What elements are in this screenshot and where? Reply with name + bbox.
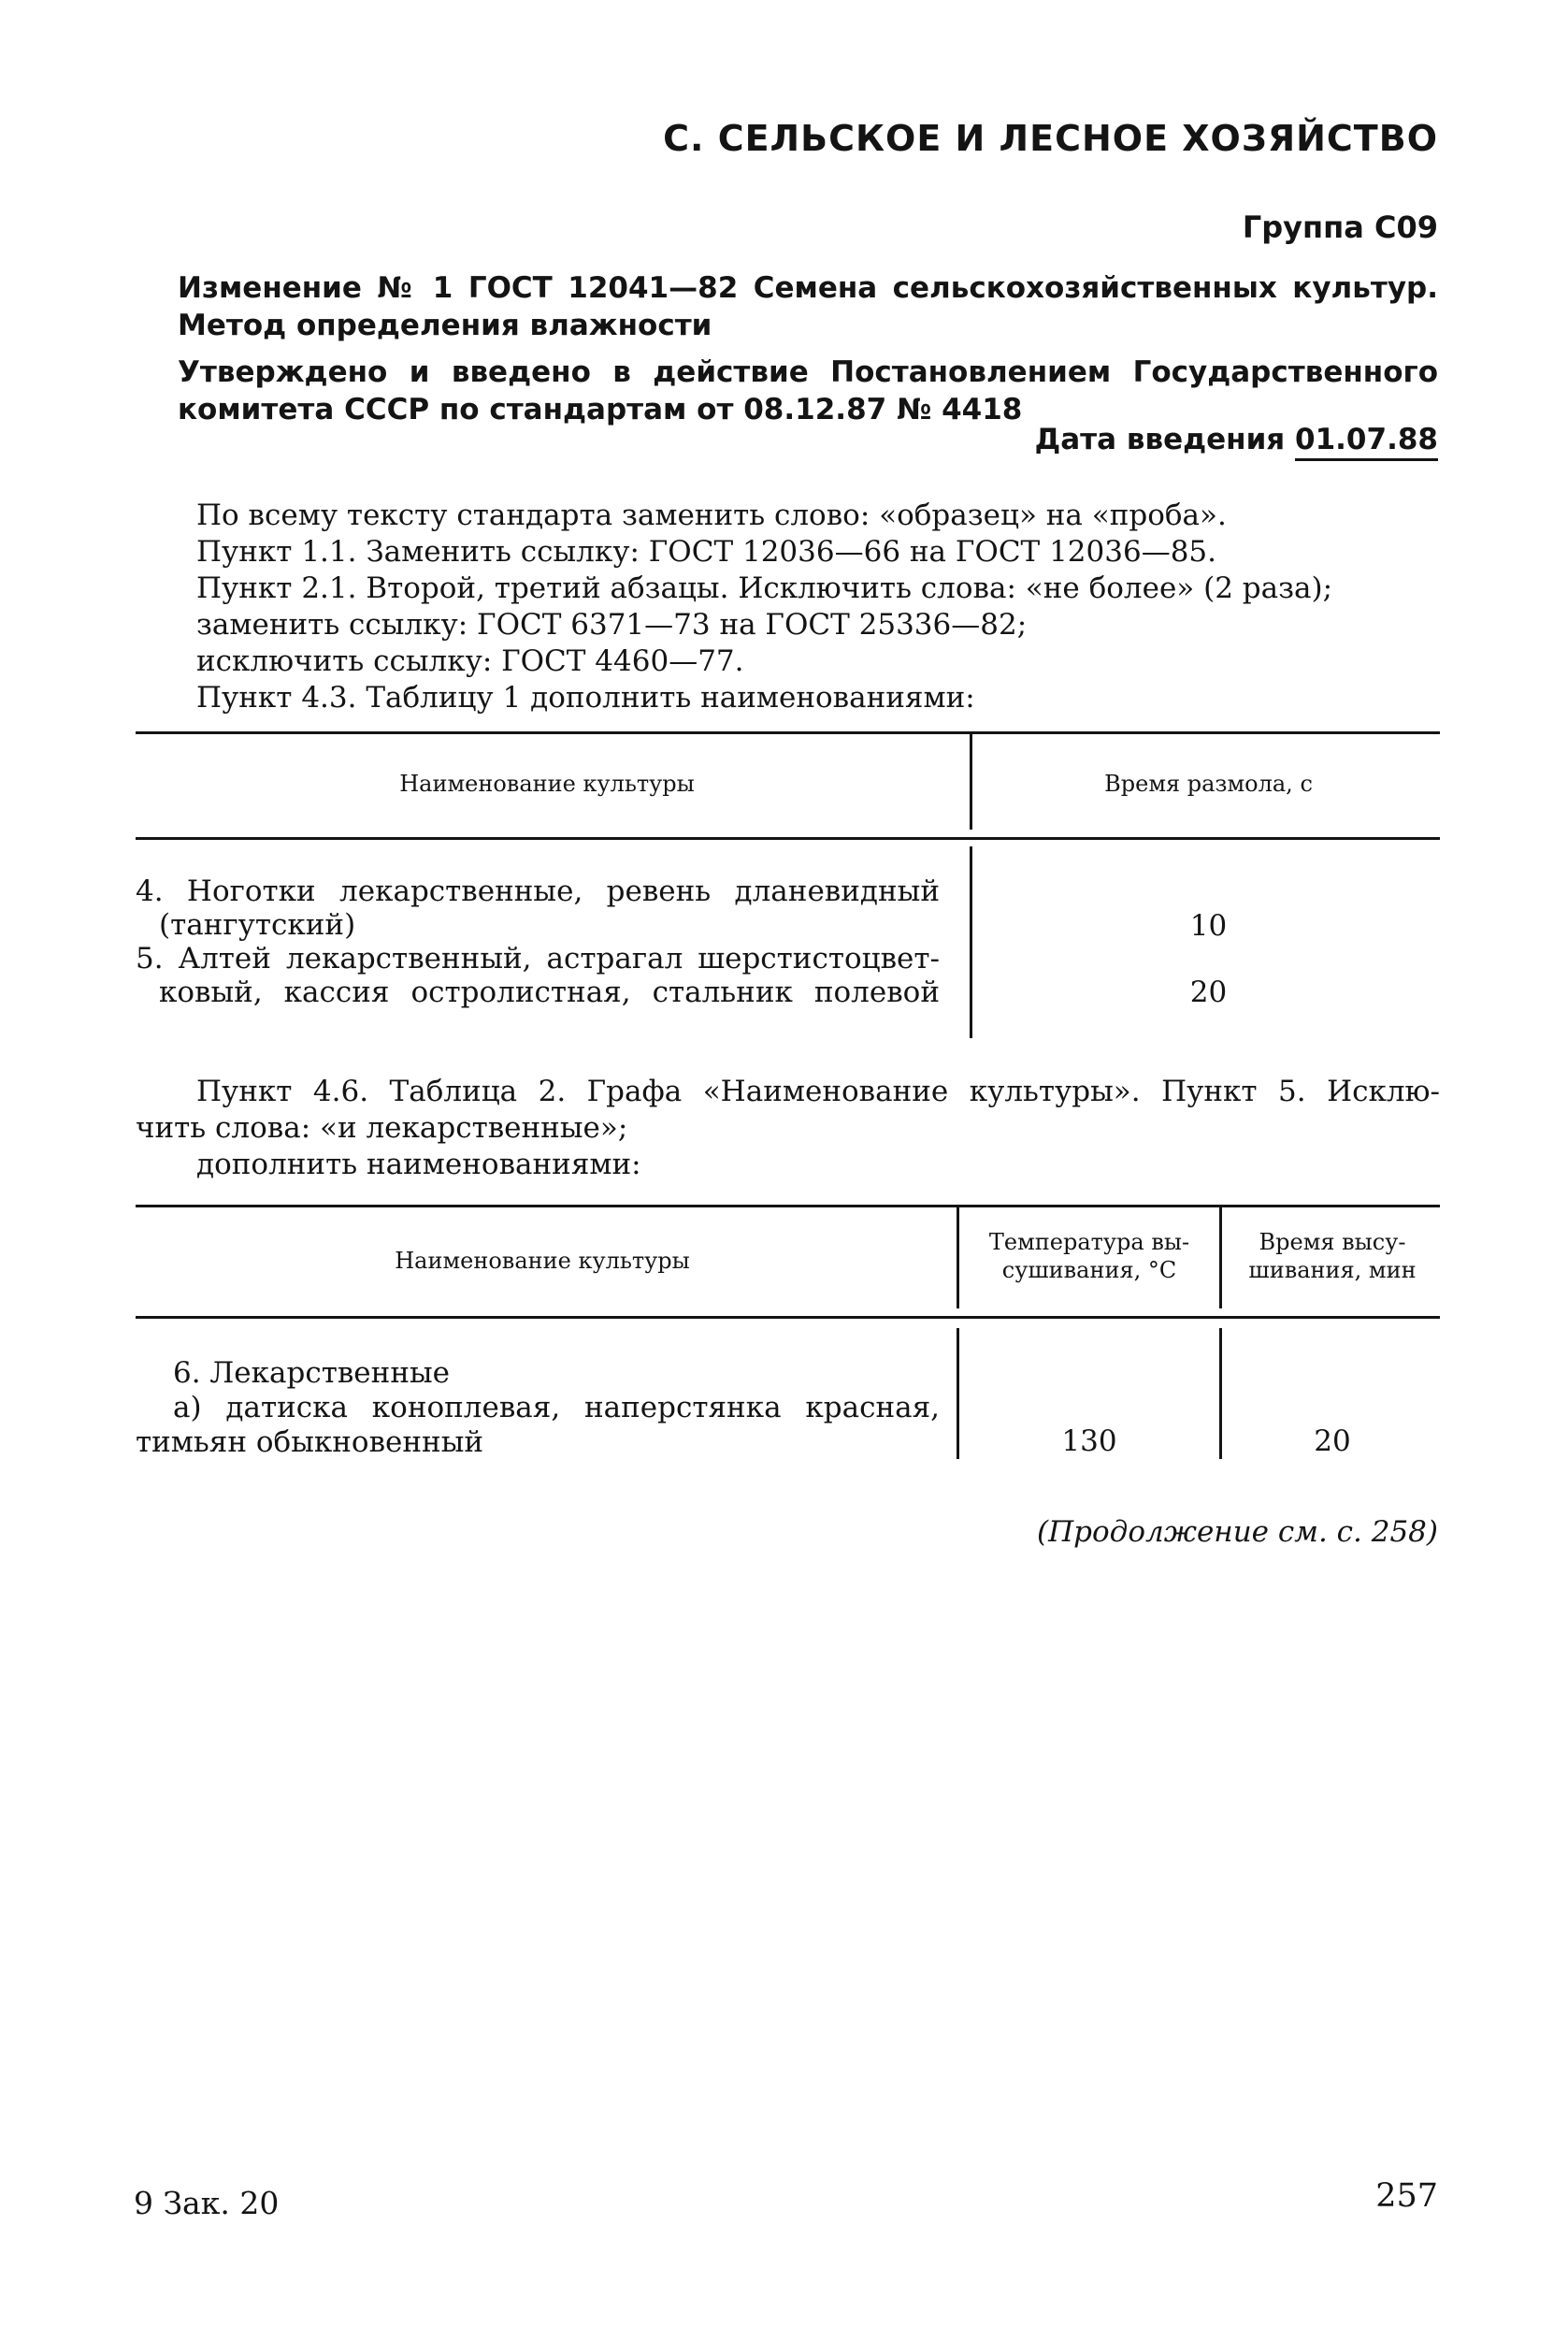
amendment-paragraphs: [196, 498, 1438, 716]
paragraph: По всему тексту стандарта заменить слово: «образец» на «проба».: [196, 499, 1227, 532]
table1-row1-line1: 4. Ноготки лекарственные, ревень дланевидный: [136, 874, 940, 908]
header-line: сушивания, °С: [1001, 1257, 1177, 1283]
table-rule: [136, 837, 1440, 840]
table2-intro: [136, 1074, 1440, 1183]
print-order-note: 9 Зак. 20: [134, 2185, 280, 2221]
header-line: Температура вы-: [988, 1229, 1190, 1255]
table2-header-temp: [963, 1228, 1216, 1284]
table2-row-temp: 130: [1061, 1424, 1117, 1458]
table1-row1-value: 10: [1189, 909, 1228, 943]
paragraph: Пункт 4.6. Таблица 2. Графа «Наименование культуры». Пункт 5. Исклю-: [196, 1075, 1440, 1108]
paragraph: Пункт 4.3. Таблицу 1 дополнить наименованиями:: [196, 681, 975, 715]
page-number: 257: [1375, 2177, 1438, 2215]
table1-header-time: Время размола, с: [1104, 771, 1313, 797]
table2-header-name: Наименование культуры: [395, 1248, 690, 1274]
paragraph: чить слова: «и лекарственные»;: [136, 1111, 628, 1145]
table1-row2-line2: ковый, кассия остролистная, стальник полевой: [159, 975, 940, 1009]
table2-row-time: 20: [1314, 1424, 1351, 1458]
header-line: шивания, мин: [1248, 1257, 1417, 1283]
table-divider: [970, 734, 972, 830]
paragraph: Пункт 2.1. Второй, третий абзацы. Исключить слова: «не более» (2 раза);: [196, 571, 1333, 605]
table-divider: [1219, 1328, 1222, 1459]
table2-row-heading: 6. Лекарственные: [173, 1356, 450, 1390]
date-value: 01.07.88: [1295, 423, 1438, 461]
paragraph: Пункт 1.1. Заменить ссылку: ГОСТ 12036—66 на ГОСТ 12036—85.: [196, 535, 1216, 569]
header-line: Время высу-: [1259, 1229, 1406, 1255]
effective-date: [1035, 423, 1438, 456]
table1-row1-line2: (тангутский): [159, 908, 356, 942]
table-divider: [970, 846, 972, 1038]
section-title: С. СЕЛЬСКОЕ И ЛЕСНОЕ ХОЗЯЙСТВО: [663, 118, 1438, 159]
table1-row2-value: 20: [1189, 975, 1228, 1009]
table-divider: [957, 1328, 959, 1459]
table-divider: [1219, 1207, 1222, 1308]
table1-header-name: Наименование культуры: [399, 771, 695, 797]
table-rule: [136, 1316, 1440, 1319]
amendment-title: Изменение № 1 ГОСТ 12041—82 Семена сельскохозяйственных культур. Метод определения влажности: [178, 271, 1438, 342]
table1-row2-line1: 5. Алтей лекарственный, астрагал шерстистоцвет-: [136, 942, 940, 975]
table-rule: [136, 731, 1440, 734]
table-divider: [957, 1207, 959, 1308]
approval-statement: Утверждено и введено в действие Постановлением Государственного комитета СССР по стандартам от 08.12.87 № 4418: [178, 355, 1438, 426]
table2-row-line3: тимьян обыкновенный: [136, 1425, 484, 1459]
date-label: Дата введения: [1034, 423, 1286, 456]
paragraph: дополнить наименованиями:: [196, 1148, 641, 1181]
table-rule: [136, 1205, 1440, 1207]
table2-row-line2: а) датиска коноплевая, наперстянка красная,: [173, 1391, 940, 1424]
group-code: Группа С09: [1242, 210, 1438, 245]
paragraph: заменить ссылку: ГОСТ 6371—73 на ГОСТ 25336—82;: [196, 608, 1028, 642]
table2-header-time: [1225, 1228, 1440, 1284]
continuation-note: (Продолжение см. с. 258): [1037, 1515, 1438, 1549]
paragraph: исключить ссылку: ГОСТ 4460—77.: [196, 644, 744, 678]
